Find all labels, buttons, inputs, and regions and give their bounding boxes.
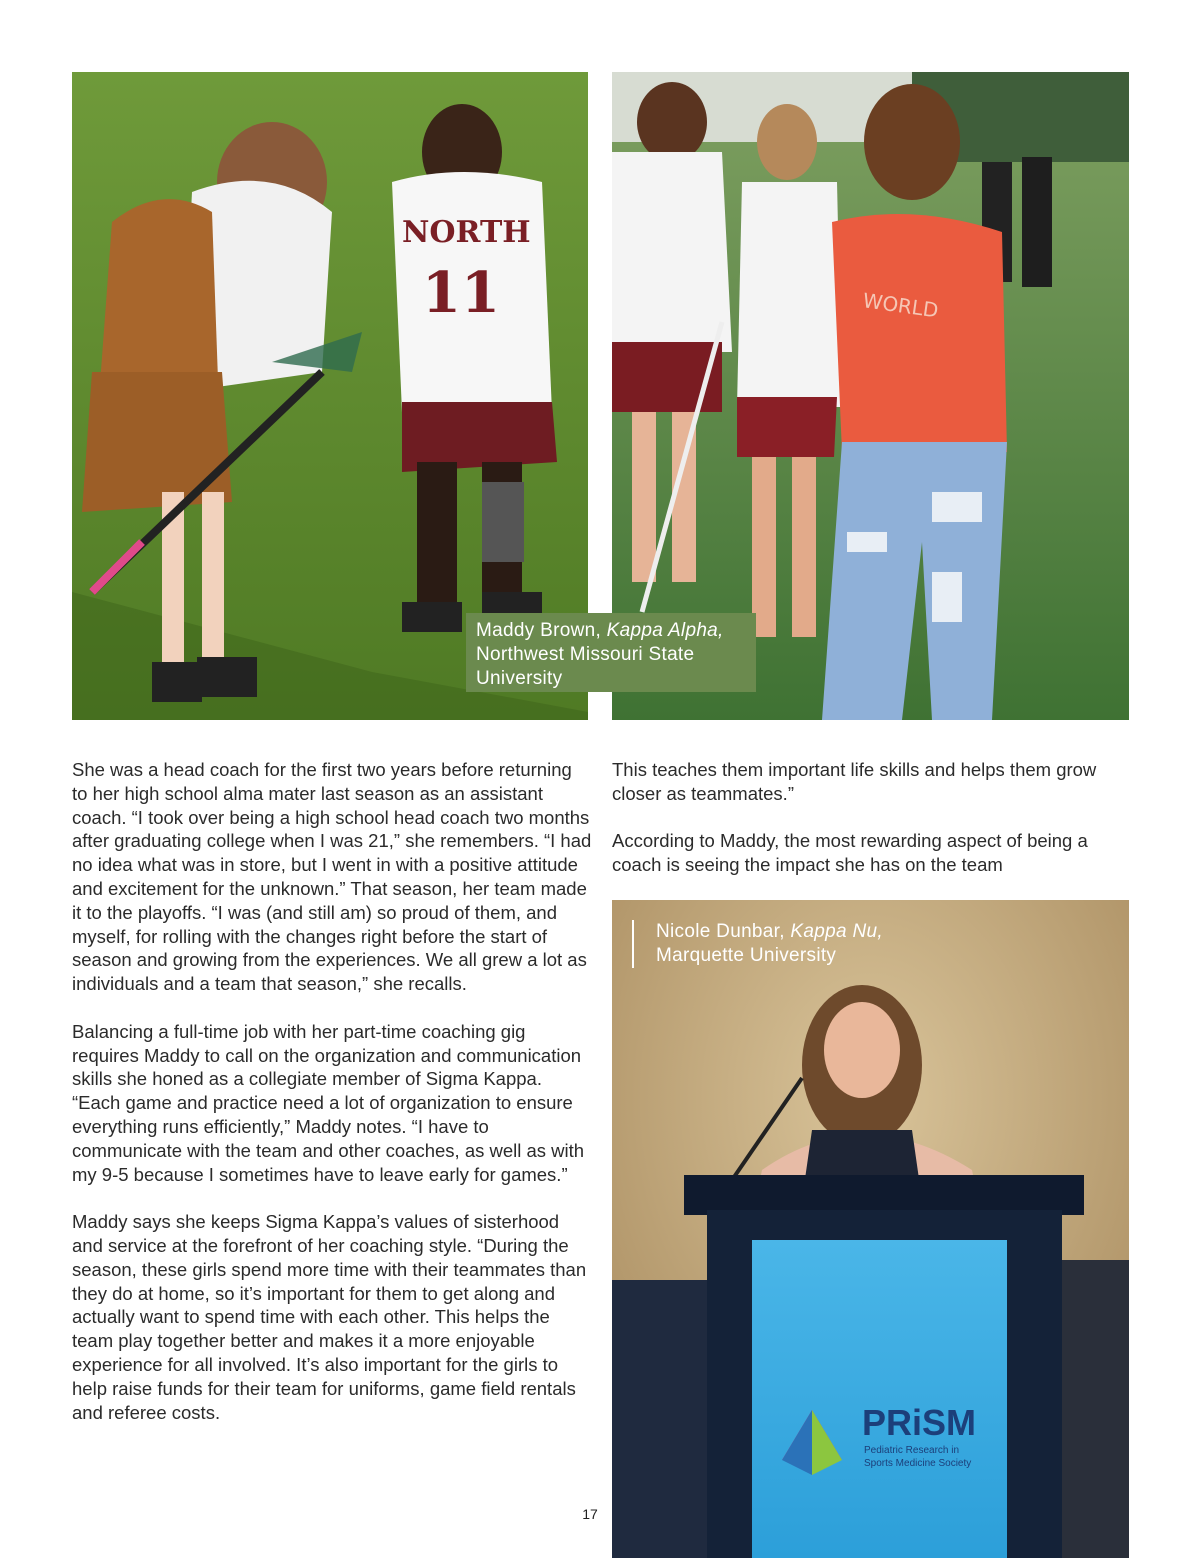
caption-school: Northwest Missouri State University [476,644,695,689]
jersey-number: 11 [422,260,500,326]
page-number: 17 [582,1506,598,1522]
paragraph: According to Maddy, the most rewarding aspect of being a coach is seeing the impact she has on the team [612,830,1088,876]
paragraph: Maddy says she keeps Sigma Kappa’s values of sisterhood and service at the forefront of her coaching style. “During the season, these girls spend more time with their teammates than they do at home, so it’s important for them to get along and actually want to spend time with each other. This helps the team play together better and makes it a more enjoyable experience for all involved. It’s also important for the girls to help raise funds for their team for uniforms, game field rentals and referee costs. [72,1211,587,1423]
paragraph: She was a head coach for the first two years before returning to her high school alma mater last season as an assistant coach. “I took over being a high school head coach two months after graduating college when I was 21,” she remembers. “I had no idea what was in store, but I went in with a positive attitude and excitement for the unknown.” That season, her team made it to the playoffs. “I was (and still am) so proud of them, and myself, for rolling with the changes right before the start of season and growing from the experiences. We all grew a lot as individuals and a team that season,” she recalls. [72,759,592,995]
podium-sub2: Sports Medicine Society [864,1458,972,1469]
caption-name: Nicole Dunbar, [656,921,785,942]
body-column-left [72,758,592,1448]
podium-logo: PRiSM [862,1402,977,1443]
jersey-text: NORTH [402,215,531,250]
caption-maddy-brown [466,613,756,692]
body-column-right [612,758,1132,901]
caption-chapter: Kappa Nu, [790,921,883,942]
caption-name: Maddy Brown, [476,620,602,641]
paragraph: Balancing a full-time job with her part-time coaching gig requires Maddy to call on the organization and communication skills she honed as a collegiate member of Sigma Kappa. “Each game and practice need a lot of organization to ensure everything runs efficiently,” Maddy notes. “I have to communicate with the team and other coaches, as well as with my 9-5 because I sometimes have to leave early for games.” [72,1020,585,1185]
caption-nicole-dunbar [632,920,883,968]
caption-chapter: Kappa Alpha, [606,620,724,641]
caption-school: Marquette University [656,945,837,966]
shirt-text: WORLD [861,288,940,323]
photo-podium-speaker [612,900,1129,1558]
paragraph: This teaches them important life skills and helps them grow closer as teammates.” [612,759,1097,804]
podium-sub1: Pediatric Research in [864,1445,960,1456]
